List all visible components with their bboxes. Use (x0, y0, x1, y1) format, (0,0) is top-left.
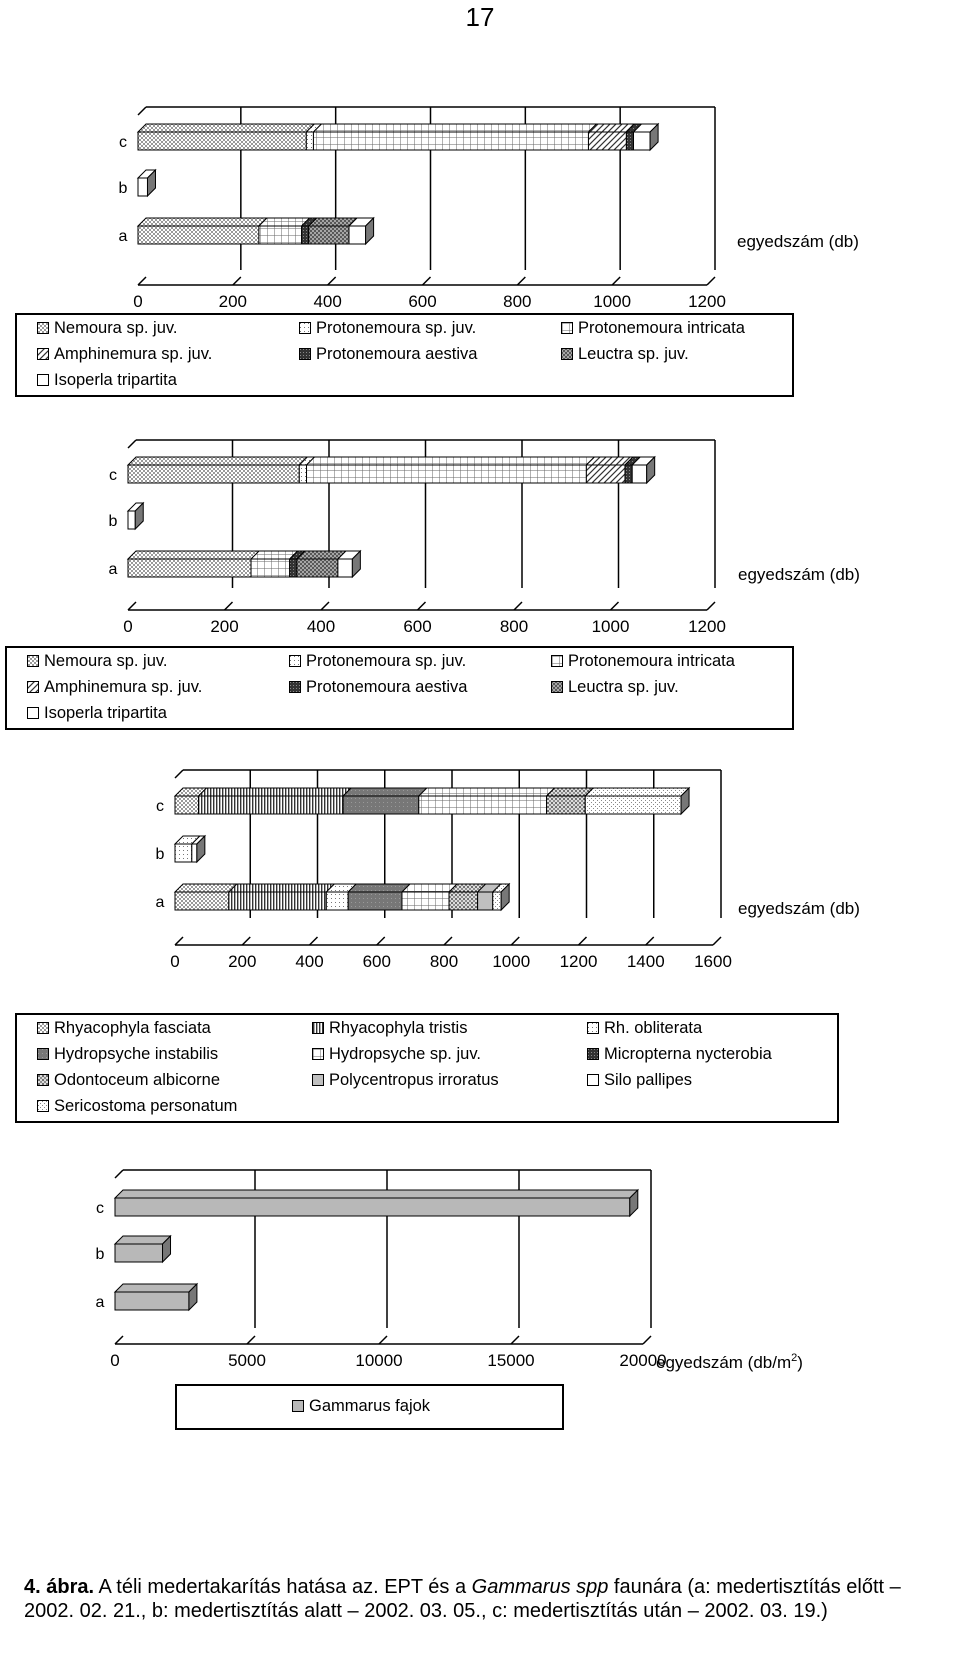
legend-item-protonemoura-intricata (551, 652, 735, 670)
bar-segment-gammarus-fajok-a (115, 1284, 197, 1310)
category-label: b (108, 513, 118, 530)
tick-mark (418, 602, 426, 610)
caption-italic: Gammarus spp (471, 1576, 609, 1598)
legend-swatch (551, 681, 563, 693)
legend-3 (15, 1013, 839, 1123)
bar-segment-rhyacophyla-fasciata-a (175, 884, 237, 910)
legend-swatch (551, 655, 563, 667)
tick-mark (646, 937, 654, 945)
legend-swatch (561, 348, 573, 360)
tick-mark (444, 937, 452, 945)
tick-mark (643, 1336, 651, 1344)
tick-mark (377, 937, 385, 945)
legend-2 (5, 646, 794, 730)
bar-segment-hydropsyche-instabilis-a (348, 884, 410, 910)
tick-mark (423, 277, 431, 285)
chart-panel-3 (15, 758, 895, 1128)
bar-segment-hydropsyche-instabilis-c (343, 788, 427, 814)
bar-segment-nemoura-sp-juv-a (128, 551, 259, 577)
legend-label: Hydropsyche instabilis (54, 1045, 219, 1063)
tick-label: 400 (313, 292, 342, 311)
category-label: a (118, 228, 128, 245)
tick-label: 200 (228, 952, 257, 971)
tick-mark (233, 277, 241, 285)
tick-label: 0 (123, 617, 133, 636)
legend-label: Protonemoura aestiva (316, 345, 478, 363)
legend-label: Hydropsyche sp. juv. (329, 1045, 481, 1063)
x-axis-label: egyedszám (db) (737, 232, 859, 251)
plecoptera-chart-2 (5, 428, 905, 636)
tick-mark (379, 1336, 387, 1344)
chart-panel-2 (5, 428, 905, 733)
x-axis-label-sup: 2 (791, 1352, 798, 1364)
legend-item-protonemoura-aestiva (289, 678, 467, 696)
tick-label: 200 (210, 617, 239, 636)
legend-swatch (587, 1074, 599, 1086)
legend-item-sericostoma-personatum (37, 1097, 237, 1115)
tick-mark (321, 602, 329, 610)
legend-item-hydropsyche-sp-juv (312, 1045, 481, 1063)
legend-swatch (289, 681, 301, 693)
legend-label: Protonemoura intricata (578, 319, 745, 337)
legend-item-protonemoura-intricata (561, 319, 745, 337)
legend-1 (15, 313, 794, 397)
legend-swatch (37, 1100, 49, 1112)
legend-swatch (27, 681, 39, 693)
tick-mark (611, 602, 619, 610)
category-label: c (156, 798, 164, 815)
bar-segment-sericostoma-personatum-c (585, 788, 689, 814)
legend-swatch (587, 1048, 599, 1060)
tick-label: 15000 (487, 1351, 535, 1370)
legend-label: Isoperla tripartita (44, 704, 167, 722)
trichoptera-chart (15, 758, 895, 971)
legend-swatch (37, 374, 49, 386)
tick-label: 1000 (492, 952, 531, 971)
category-label: a (155, 894, 165, 911)
legend-swatch (27, 707, 39, 719)
legend-label: Silo pallipes (604, 1071, 693, 1089)
page-number: 17 (465, 2, 495, 32)
legend-swatch (312, 1074, 324, 1086)
tick-label: 1200 (559, 952, 598, 971)
legend-label: Protonemoura intricata (568, 652, 735, 670)
legend-label: Sericostoma personatum (54, 1097, 238, 1115)
tick-label: 0 (110, 1351, 120, 1370)
tick-label: 1400 (626, 952, 665, 971)
bar-segment-nemoura-sp-juv-c (128, 457, 307, 483)
figure-caption (24, 1575, 944, 1623)
legend-item-odontoceum-albicorne (37, 1071, 220, 1089)
legend-label: Protonemoura sp. juv. (316, 319, 477, 337)
legend-swatch (37, 348, 49, 360)
tick-label: 1000 (591, 617, 630, 636)
legend-item-rh-obliterata (587, 1019, 702, 1037)
tick-mark (225, 602, 233, 610)
tick-mark (115, 1336, 123, 1344)
tick-label: 1600 (694, 952, 732, 971)
legend-swatch (37, 1074, 49, 1086)
legend-item-nemoura-sp-juv (27, 652, 168, 670)
legend-item-silo-pallipes (587, 1071, 692, 1089)
legend-swatch (37, 1022, 49, 1034)
tick-mark (310, 937, 318, 945)
gammarus-chart (80, 1158, 850, 1373)
category-label: c (119, 134, 127, 151)
tick-mark (707, 277, 715, 285)
tick-mark (128, 602, 136, 610)
legend-label: Micropterna nycterobia (604, 1045, 772, 1063)
legend-label: Nemoura sp. juv. (54, 319, 178, 337)
legend-item-leuctra-sp-juv (551, 678, 679, 696)
legend-label: Protonemoura sp. juv. (306, 652, 467, 670)
caption-text-2: faunára (a: medertisztítás előtt – 2002. 02. 21., b: medertisztítás alatt – 2002. 03. 05., c: medertisztítás után – 2002. 03. 19.) (24, 1576, 901, 1622)
legend-label: Amphinemura sp. juv. (54, 345, 213, 363)
legend-item-rhyacophyla-fasciata (37, 1019, 211, 1037)
bar-segment-protonemoura-intricata-c (313, 124, 596, 150)
legend-item-polycentropus-irroratus (312, 1071, 499, 1089)
tick-mark (612, 277, 620, 285)
x-axis-label: egyedszám $(db/m^2)$ (656, 1352, 803, 1372)
tick-label: 800 (499, 617, 529, 636)
legend-label: Isoperla tripartita (54, 371, 177, 389)
bar-segment-nemoura-sp-juv-c (138, 124, 314, 150)
tick-mark (579, 937, 587, 945)
bar-segment-rhyacophyla-tristis-c (199, 788, 352, 814)
category-label: b (118, 180, 128, 197)
legend-swatch (561, 322, 573, 334)
legend-item-protonemoura-sp-juv (299, 319, 476, 337)
tick-label: 800 (503, 292, 532, 311)
tick-mark (511, 937, 519, 945)
tick-mark (175, 937, 183, 945)
tick-label: 800 (429, 952, 459, 971)
tick-mark (514, 602, 522, 610)
legend-label: Amphinemura sp. juv. (44, 678, 203, 696)
category-label: c (109, 467, 117, 484)
tick-label: 0 (133, 292, 143, 311)
legend-swatch (27, 655, 39, 667)
legend-label: Rh. obliterata (604, 1019, 703, 1037)
bar-segment-rhyacophyla-tristis-a (229, 884, 335, 910)
bar-segment-protonemoura-intricata-c (307, 457, 595, 483)
legend-item-gammarus-fajok (292, 1397, 430, 1415)
legend-swatch (37, 1048, 49, 1060)
tick-label: 10000 (355, 1351, 403, 1370)
tick-mark (247, 1336, 255, 1344)
legend-item-amphinemura-sp-juv (27, 678, 202, 696)
x-axis-label: egyedszám (db) (738, 565, 860, 584)
legend-swatch (587, 1022, 599, 1034)
x-axis-label-end: ) (797, 1353, 803, 1372)
tick-label: 600 (408, 292, 437, 311)
legend-item-protonemoura-sp-juv (289, 652, 466, 670)
legend-item-hydropsyche-instabilis (37, 1045, 218, 1063)
legend-swatch (299, 348, 311, 360)
caption-text-1: A téli medertakarítás hatása az. EPT és a (94, 1576, 472, 1598)
category-label: b (155, 846, 165, 863)
legend-4 (175, 1384, 564, 1430)
tick-mark (517, 277, 525, 285)
tick-label: 600 (403, 617, 432, 636)
category-label: a (95, 1294, 105, 1311)
legend-item-micropterna-nycterobia (587, 1045, 772, 1063)
tick-label: 600 (362, 952, 391, 971)
legend-label: Nemoura sp. juv. (44, 652, 168, 670)
tick-mark (328, 277, 336, 285)
legend-label: Odontoceum albicorne (54, 1071, 221, 1089)
legend-swatch (312, 1022, 324, 1034)
legend-label: Leuctra sp. juv. (578, 345, 689, 363)
legend-item-isoperla-tripartita (37, 371, 177, 389)
legend-swatch (289, 655, 301, 667)
tick-label: 400 (295, 952, 324, 971)
tick-label: 400 (306, 617, 336, 636)
bar-segment-nemoura-sp-juv-a (138, 218, 267, 244)
tick-mark (511, 1336, 519, 1344)
tick-mark (242, 937, 250, 945)
category-label: b (95, 1246, 105, 1263)
legend-label: Polycentropus irroratus (329, 1071, 499, 1089)
tick-label: 1000 (593, 292, 632, 311)
tick-label: 1200 (688, 617, 726, 636)
legend-item-nemoura-sp-juv (37, 319, 178, 337)
legend-label: Rhyacophyla tristis (329, 1019, 468, 1037)
tick-label: 5000 (228, 1351, 266, 1370)
bar-segment-gammarus-fajok-c (115, 1190, 638, 1216)
caption-label: 4. ábra. (24, 1576, 95, 1598)
tick-mark (713, 937, 721, 945)
tick-label: 0 (170, 952, 180, 971)
legend-label: Rhyacophyla fasciata (54, 1019, 211, 1037)
legend-item-rhyacophyla-tristis (312, 1019, 467, 1037)
legend-label: Leuctra sp. juv. (568, 678, 679, 696)
bar-segment-hydropsyche-sp-juv-c (419, 788, 555, 814)
tick-mark (707, 602, 715, 610)
legend-swatch (299, 322, 311, 334)
legend-item-protonemoura-aestiva (299, 345, 477, 363)
category-label: c (96, 1200, 104, 1217)
legend-item-isoperla-tripartita (27, 704, 167, 722)
x-axis-label: egyedszám (db) (738, 899, 860, 918)
legend-item-leuctra-sp-juv (561, 345, 689, 363)
tick-label: 200 (218, 292, 248, 311)
legend-swatch (292, 1400, 304, 1412)
chart-panel-1 (15, 95, 895, 405)
chart-panel-4 (80, 1158, 850, 1430)
legend-swatch (312, 1048, 324, 1060)
legend-swatch (37, 322, 49, 334)
plecoptera-chart-1 (15, 95, 895, 311)
tick-mark (138, 277, 146, 285)
tick-label: 20000 (619, 1351, 667, 1370)
tick-label: 1200 (688, 292, 726, 311)
category-label: a (108, 561, 118, 578)
legend-label: Protonemoura aestiva (306, 678, 468, 696)
legend-label: Gammarus fajok (309, 1397, 431, 1415)
legend-item-amphinemura-sp-juv (37, 345, 212, 363)
